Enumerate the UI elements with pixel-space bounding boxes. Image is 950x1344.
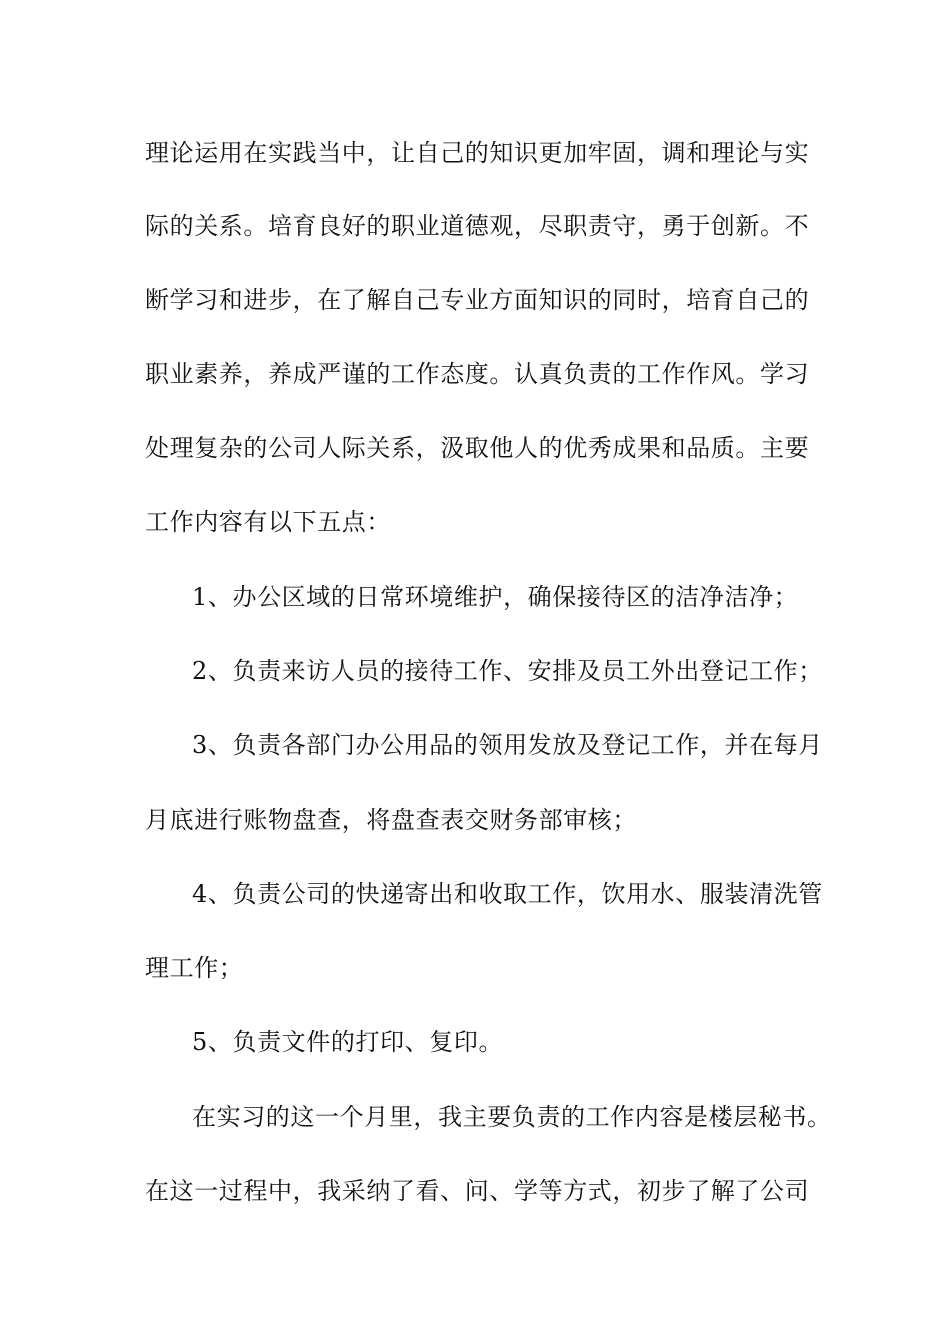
paragraph-line: 处理复杂的公司人际关系，汲取他人的优秀成果和品质。主要 — [145, 434, 810, 462]
paragraph-line: 职业素养，养成严谨的工作态度。认真负责的工作作风。学习 — [145, 360, 810, 388]
paragraph-line: 工作内容有以下五点： — [145, 508, 391, 536]
list-item-5: 5、负责文件的打印、复印。 — [192, 1028, 504, 1056]
paragraph-line: 在这一过程中，我采纳了看、问、学等方式，初步了解了公司 — [145, 1177, 810, 1205]
list-item-2: 2、负责来访人员的接待工作、安排及员工外出登记工作； — [192, 657, 823, 685]
paragraph-line: 断学习和进步，在了解自己专业方面知识的同时，培育自己的 — [145, 286, 810, 314]
paragraph-line: 际的关系。培育良好的职业道德观，尽职责守，勇于创新。不 — [145, 212, 810, 240]
paragraph-line: 理论运用在实践当中，让自己的知识更加牢固，调和理论与实 — [145, 139, 810, 167]
paragraph-line: 在实习的这一个月里，我主要负责的工作内容是楼层秘书。 — [192, 1103, 832, 1131]
list-item-4: 4、负责公司的快递寄出和收取工作，饮用水、服装清洗管 — [192, 880, 823, 908]
list-item-3: 3、负责各部门办公用品的领用发放及登记工作，并在每月 — [192, 731, 823, 759]
list-item-3-continuation: 月底进行账物盘查，将盘查表交财务部审核； — [145, 806, 637, 834]
list-item-4-continuation: 理工作； — [145, 954, 244, 982]
list-item-1: 1、办公区域的日常环境维护，确保接待区的洁净洁净； — [192, 583, 799, 611]
